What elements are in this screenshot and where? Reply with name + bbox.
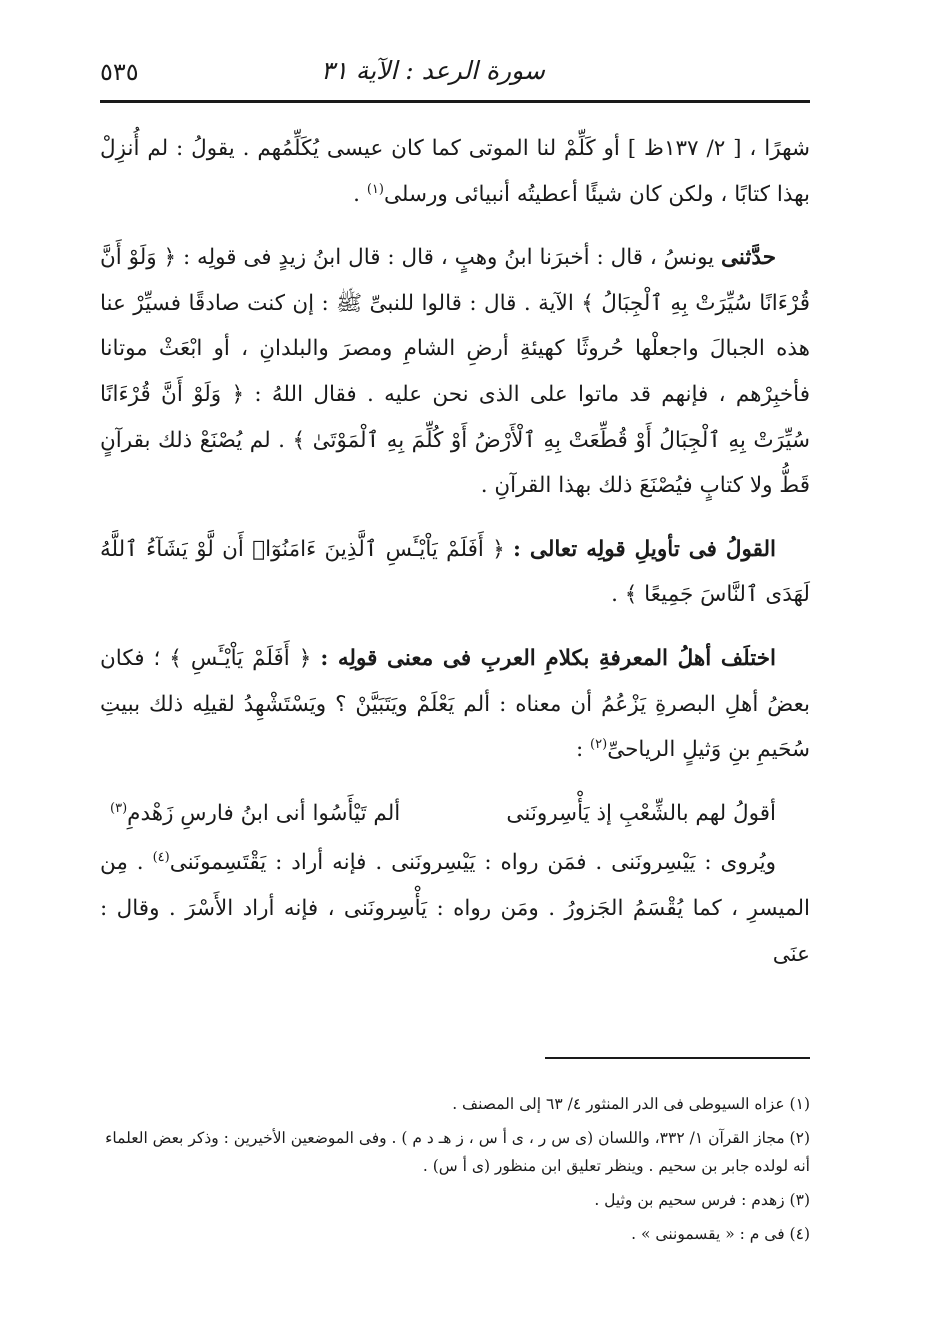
footnote-ref-3: (٣) [110, 800, 128, 816]
footnote-1: (١) عزاه السيوطى فى الدر المنثور ٤/ ٦٣ إلى المصنف . [452, 1095, 810, 1113]
poem-second-hemistich: ألم تَيْأَسُوا أنى ابنُ فارسِ زَهْدمِ [127, 800, 401, 826]
paragraph-2-text-3: . لم يُصْنَعْ ذلك بقرآنٍ قَطُّ ولا كتابٍ فيُصْنَعَ ذلك بهذا القرآنِ . [100, 427, 810, 499]
poem-first-hemistich: أقولُ لهم بالشِّعْبِ إذ يَأْسِرونَنى [506, 800, 776, 826]
paragraph-4-lead: اختلَف أهلُ المعرفةِ بكلامِ العربِ فى معنى قولِه : [320, 645, 776, 671]
paragraph-5-text-1: ويُروى : يَيْسِرونَنى . فمَن رواه : يَيْسِرونَنى . فإنه أراد : يَقْتَسِمونَنى [169, 850, 776, 876]
footnote-ref-4: (٤) [152, 850, 170, 866]
paragraph-4-end: : [575, 737, 591, 763]
quran-verse-3: ﴿ أَفَلَمْ يَاْيْـَٔسِ ٱلَّذِينَ ءَامَنُوٓا۟ أَن لَّوْ يَشَآءُ ٱللَّهُ لَهَدَى ٱلنَّاسَ جَمِيعًا ﴾ [100, 536, 810, 608]
footnote-3: (٣) زهدم : فرس سحيم بن وثيل . [594, 1191, 810, 1209]
paragraph-2-text-1: يونسُ ، قال : أخبرَنا ابنُ وهبٍ ، قال : قال ابنُ زيدٍ فى قولِه : [176, 245, 722, 271]
poetry-line [100, 791, 810, 837]
footnote-2: (٢) مجاز القرآن ١/ ٣٣٢، واللسان (ى س ر ، ى أ س ، ز هـ د م ) . وفى الموضعين الأخيرين : وذكر بعض العلماء أنه لولده جابر بن سحيم . وينظر تعليق ابن منظور (ى أ س) . [105, 1129, 810, 1175]
page-header [100, 52, 810, 92]
paragraph-2-text-2: الآية . قال : قالوا للنبىِّ ﷺ : إن كنت صادقًا فسيِّرْ عنا هذه الجبالَ واجعلْها حُروثًا كهيئةِ أرضِ الشامِ ومصرَ والبلدانِ ، أو ابْعَثْ موتانا فأخبِرْهم ، فإنهم قد ماتوا على الذى نحن عليه . فقال اللهُ : [100, 290, 810, 407]
quran-verse-1: ﴿ وَلَوْ أَنَّ قُرْءَانًا سُيِّرَتْ بِهِ ٱلْجِبَالُ ﴾ [100, 245, 811, 316]
paragraph-1-end: . [353, 181, 367, 207]
page-number: ٥٣٥ [100, 58, 139, 86]
section-heading: القولُ فى تأويلِ قولِه تعالى : [513, 536, 777, 562]
paragraph-2-lead: حدَّثنى [721, 245, 776, 271]
paragraph-1-text: شهرًا ، [ ٢/ ١٣٧ظ ] أو كَلِّمْ لنا الموتى كما كان عيسى يُكَلِّمُهم . يقولُ : لم أُنزِلْ بهذا كتابًا ، ولكن كان شيئًا أعطيتُه أنبيائى ورسلى [100, 136, 811, 207]
footnote-4: (٤) فى م : « يقسموننى » . [631, 1225, 810, 1243]
quran-verse-4: ﴿ أَفَلَمْ يَاْيْـَٔسِ ﴾ [169, 645, 321, 671]
paragraph-1 [100, 126, 810, 217]
footnote-separator [545, 1057, 810, 1059]
main-text [100, 126, 810, 995]
paragraph-4-text: ؛ فكان بعضُ أهلِ البصرةِ يَزْعُمُ أن معناه : ألم يَعْلَمْ ويَتَبَيَّنْ ؟ ويَسْتَشْهِدُ لقيلِه ذلك ببيتِ سُحَيمِ بنِ وَثيلٍ الرياحىِّ [100, 645, 810, 763]
paragraph-5-text-2: . مِن الميسرِ ، كما يُقْسَمُ الجَزورُ . ومَن رواه : يَأْسِرونَنى ، فإنه أراد الأَسْرَ . وقال : عنَى [100, 850, 810, 967]
paragraph-3-end: . [611, 582, 625, 608]
footnote-ref-2: (٢) [590, 736, 608, 752]
footnotes [100, 1090, 810, 1254]
paragraph-5 [100, 840, 810, 977]
header-rule [100, 100, 810, 103]
quran-verse-2: ﴿ وَلَوْ أَنَّ قُرْءَانًا سُيِّرَتْ بِهِ ٱلْجِبَالُ أَوْ قُطِّعَتْ بِهِ ٱلْأَرْضُ أَوْ كُلِّمَ بِهِ ٱلْمَوْتَىٰ ﴾ [100, 381, 810, 453]
footnote-ref-1: (١) [366, 181, 384, 197]
paragraph-4 [100, 636, 810, 773]
paragraph-2 [100, 235, 810, 509]
paragraph-3 [100, 527, 810, 618]
poem-second-hemistich-wrap [110, 791, 400, 837]
running-title: سورة الرعد : الآية ٣١ [320, 56, 545, 85]
